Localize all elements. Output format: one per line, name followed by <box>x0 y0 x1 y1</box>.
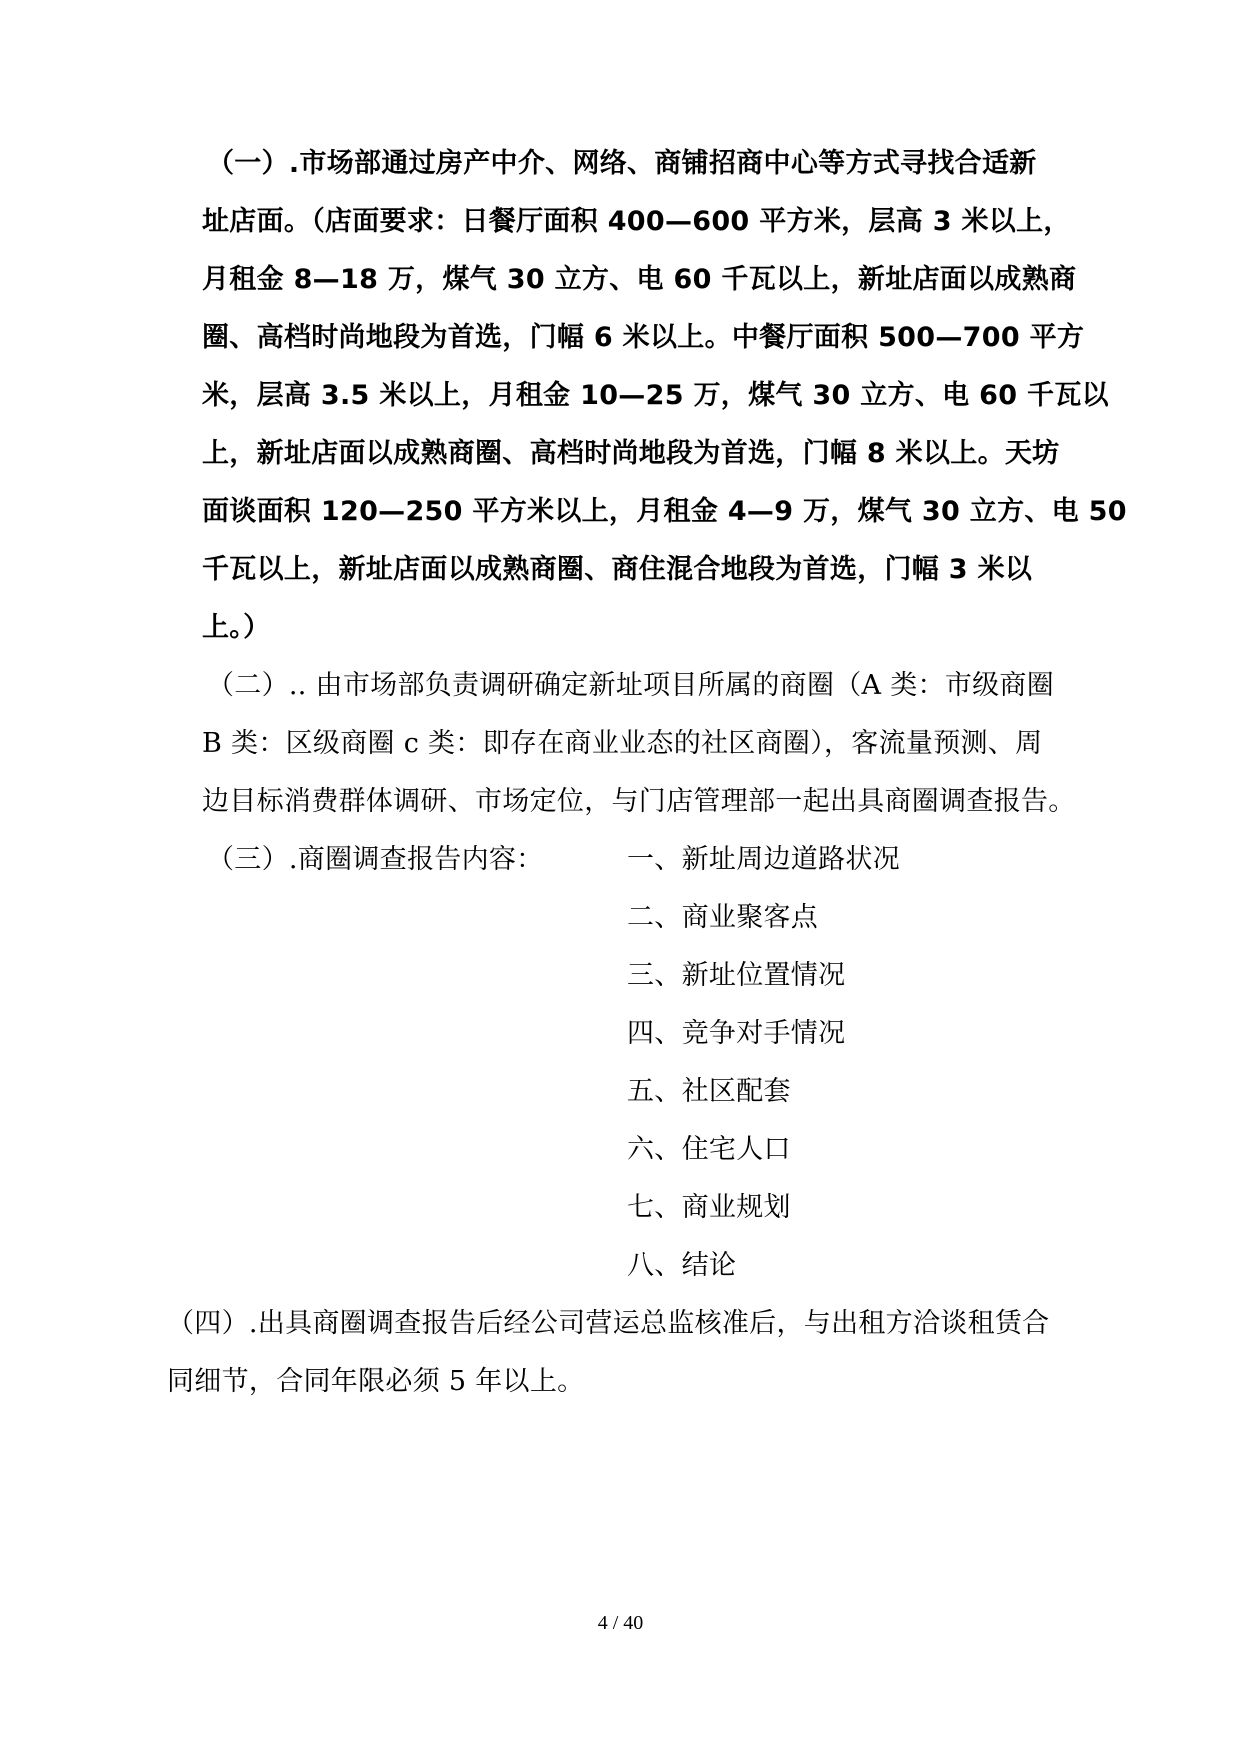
section1-line-1: （一）.市场部通过房产中介、网络、商铺招商中心等方式寻找合适新 <box>207 148 1037 179</box>
report-item-5: 五、社区配套 <box>627 1076 791 1107</box>
section2-line-2: B 类：区级商圈 c 类：即存在商业业态的社区商圈），客流量预测、周 <box>202 728 1043 759</box>
page-number: 4 / 40 <box>597 1612 644 1634</box>
section1-line-4: 圈、高档时尚地段为首选，门幅 6 米以上。中餐厅面积 500—700 平方 <box>202 322 1085 353</box>
section1-line-5: 米，层高 3.5 米以上，月租金 10—25 万，煤气 30 立方、电 60 千瓦以 <box>202 380 1109 411</box>
report-item-4: 四、竞争对手情况 <box>627 1018 846 1049</box>
section1-line-3: 月租金 8—18 万，煤气 30 立方、电 60 千瓦以上，新址店面以成熟商 <box>202 264 1077 295</box>
section1-line-6: 上，新址店面以成熟商圈、高档时尚地段为首选，门幅 8 米以上。天坊 <box>202 438 1060 469</box>
report-item-1: 一、新址周边道路状况 <box>627 844 900 875</box>
report-item-2: 二、商业聚客点 <box>627 902 819 933</box>
section2-line-1: （二）.. 由市场部负责调研确定新址项目所属的商圈（A 类：市级商圈 <box>207 670 1055 701</box>
report-item-8: 八、结论 <box>627 1250 737 1281</box>
section1-line-7: 面谈面积 120—250 平方米以上，月租金 4—9 万，煤气 30 立方、电 50 <box>202 496 1127 527</box>
report-item-3: 三、新址位置情况 <box>627 960 846 991</box>
section4-line-1: （四）.出具商圈调查报告后经公司营运总监核准后，与出租方洽谈租赁合 <box>167 1308 1050 1339</box>
section1-line-8: 千瓦以上，新址店面以成熟商圈、商住混合地段为首选，门幅 3 米以 <box>202 554 1033 585</box>
section1-line-2: 址店面。（店面要求：日餐厅面积 400—600 平方米，层高 3 米以上， <box>202 206 1071 237</box>
section3-heading: （三）.商圈调查报告内容： <box>207 844 544 875</box>
section4-line-2: 同细节，合同年限必须 5 年以上。 <box>167 1366 585 1397</box>
report-item-6: 六、住宅人口 <box>627 1134 791 1165</box>
section2-line-3: 边目标消费群体调研、市场定位，与门店管理部一起出具商圈调查报告。 <box>202 786 1076 817</box>
section1-line-9: 上。） <box>202 612 271 643</box>
report-item-7: 七、商业规划 <box>627 1192 791 1223</box>
